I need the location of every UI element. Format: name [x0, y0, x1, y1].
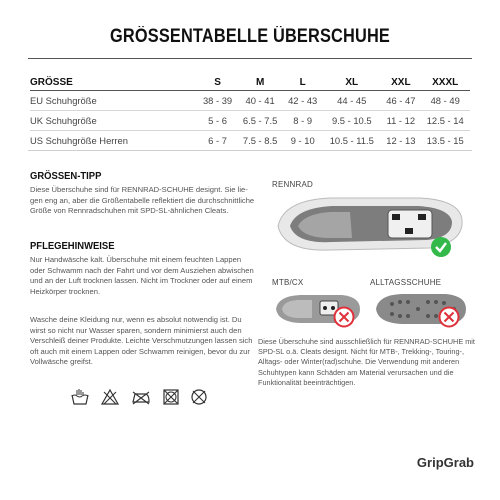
table-cell: 10.5 - 11.5 — [322, 131, 381, 151]
header-cell: GRÖSSE — [30, 76, 73, 88]
header-cell: XXXL — [432, 76, 459, 88]
header-cell: M — [255, 76, 265, 88]
table-cell: 9.5 - 10.5 — [322, 111, 381, 131]
table-cell: 6.5 - 7.5 — [237, 111, 283, 131]
table-row — [30, 91, 470, 111]
cross-icon — [438, 306, 460, 328]
no-dry-clean-icon — [190, 388, 208, 406]
header-cell: XL — [345, 76, 359, 88]
hand-wash-icon — [70, 388, 90, 406]
road-shoe-label: RENNRAD — [272, 180, 313, 189]
page-title: GRÖSSENTABELLE ÜBERSCHUHE — [110, 26, 390, 47]
tip-line: gen eng an, aber die Größentabelle reflektiert die durchschnittliche — [30, 195, 255, 205]
care-symbols — [70, 388, 208, 406]
shoe-note — [258, 337, 483, 388]
row-label: US Schuhgröße Herren — [30, 131, 198, 151]
note-line: Funktionalität beeinträchtigen. — [258, 377, 356, 387]
care-line: Verschleiß deiner Produkte. Leichte Verschmutzungen lassen sich — [30, 336, 253, 346]
tip-line: Größe von Rennradschuhen mit SPD-SL-ähnlichen Cleats. — [30, 206, 229, 216]
cross-icon — [333, 306, 355, 328]
care-text-2 — [30, 315, 260, 368]
no-tumble-dry-icon — [162, 388, 180, 406]
table-cell: 48 - 49 — [420, 91, 470, 111]
care-text-1 — [30, 255, 260, 297]
note-line: Diese Überschuhe sind ausschließlich für RENNRAD-SCHUHE mit — [258, 337, 475, 346]
note-line: Alltags- oder Winter(rad)schuhe. Die Verwendung mit anderen — [258, 357, 460, 367]
table-cell: 9 - 10 — [283, 131, 322, 151]
care-line: Nur Handwäsche kalt. Überschuhe mit einem feuchten Lappen — [30, 255, 242, 264]
table-cell: 44 - 45 — [322, 91, 381, 111]
table-cell: 12.5 - 14 — [420, 111, 470, 131]
casual-shoe-label: ALLTAGSSCHUHE — [370, 278, 442, 287]
row-label: UK Schuhgröße — [30, 111, 198, 131]
table-cell: 7.5 - 8.5 — [237, 131, 283, 151]
check-icon — [430, 236, 452, 258]
table-row — [30, 131, 470, 151]
table-cell: 38 - 39 — [198, 91, 237, 111]
table-cell: 12 - 13 — [381, 131, 420, 151]
care-line: Vollwäsche greifst. — [30, 357, 93, 367]
note-line: SPD-SL o.ä. Cleats designt. Nicht für MTB-, Trekking-, Touring-, — [258, 347, 465, 357]
header-cell: L — [299, 76, 306, 88]
tip-text — [30, 185, 255, 217]
care-line: oft auch mit einem Lappen oder Schwamm reinigen, bevor du zur — [30, 346, 250, 356]
title-rule — [28, 58, 472, 59]
table-row — [30, 111, 470, 131]
tip-heading: GRÖSSEN-TIPP — [30, 170, 102, 182]
table-cell: 42 - 43 — [283, 91, 322, 111]
header-cell: XXL — [391, 76, 411, 88]
care-line: und an der Luft trocknen lassen. Nicht im Trockner oder auf einem — [30, 276, 253, 286]
size-table — [30, 74, 470, 150]
care-line: wirst so nicht nur Wasser sparen, sondern minimierst auch den — [30, 325, 242, 335]
table-cell: 5 - 6 — [198, 111, 237, 131]
care-heading: PFLEGEHINWEISE — [30, 240, 115, 252]
header-cell: S — [214, 76, 221, 88]
table-bottom-rule — [28, 150, 472, 151]
table-cell: 8 - 9 — [283, 111, 322, 131]
care-line: Wasche deine Kleidung nur, wenn es absolut notwendig ist. Du — [30, 315, 242, 324]
row-label: EU Schuhgröße — [30, 91, 198, 111]
table-cell: 46 - 47 — [381, 91, 420, 111]
tip-line: Diese Überschuhe sind für RENNRAD-SCHUHE designt. Sie lie- — [30, 185, 248, 194]
no-iron-icon — [130, 388, 152, 406]
care-line: Heizkörper trocknen. — [30, 286, 101, 296]
no-bleach-icon — [100, 388, 120, 406]
table-cell: 11 - 12 — [381, 111, 420, 131]
table-cell: 40 - 41 — [237, 91, 283, 111]
mtb-shoe-label: MTB/CX — [272, 278, 304, 287]
table-cell: 13.5 - 15 — [420, 131, 470, 151]
size-table-header — [30, 74, 470, 91]
care-line: oder Schwamm nach der Fahrt und vor dem Ausziehen abwischen — [30, 265, 254, 275]
note-line: Schuhtypen kann Schäden am Material verursachen und die — [258, 367, 454, 377]
brand-logo: GripGrab — [416, 455, 474, 470]
table-cell: 6 - 7 — [198, 131, 237, 151]
